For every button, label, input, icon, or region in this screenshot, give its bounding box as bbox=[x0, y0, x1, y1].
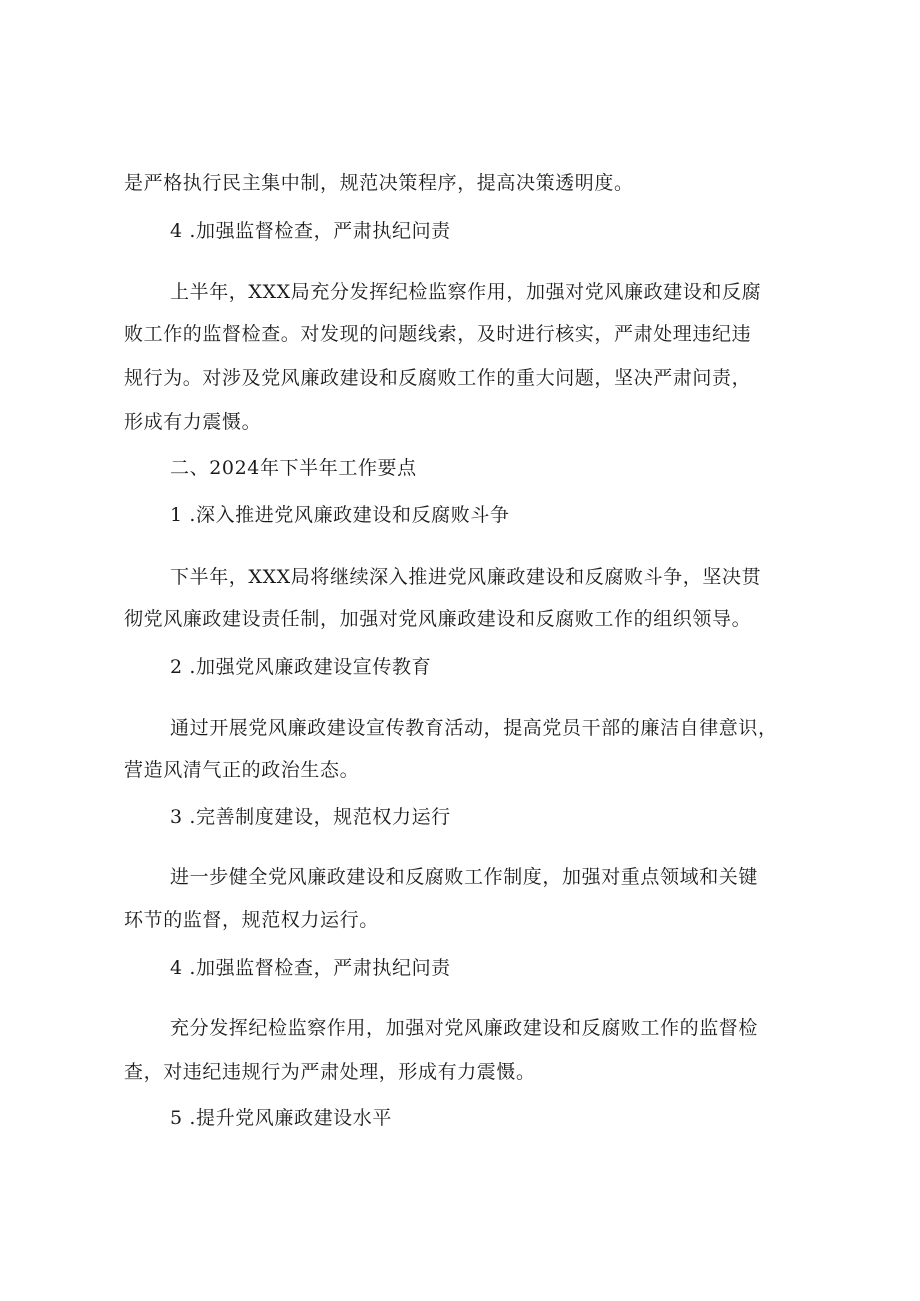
paragraph-line: 败工作的监督检查。对发现的问题线索，及时进行核实，严肃处理违纪违 bbox=[124, 323, 752, 345]
paragraph-line: 进一步健全党风廉政建设和反腐败工作制度，加强对重点领域和关键 bbox=[170, 866, 759, 888]
section-heading: 4 .加强监督检查，严肃执纪问责 bbox=[170, 220, 451, 242]
paragraph-line: 规行为。对涉及党风廉政建设和反腐败工作的重大问题，坚决严肃问责， bbox=[124, 367, 752, 389]
chapter-heading: 二、2024年下半年工作要点 bbox=[170, 457, 417, 479]
paragraph-line: 通过开展党风廉政建设宣传教育活动，提高党员干部的廉洁自律意识， bbox=[170, 717, 778, 739]
section-heading: 2 .加强党风廉政建设宣传教育 bbox=[170, 656, 432, 678]
paragraph-line: 下半年，XXX局将继续深入推进党风廉政建设和反腐败斗争，坚决贯 bbox=[170, 566, 762, 588]
paragraph-line: 环节的监督，规范权力运行。 bbox=[124, 909, 379, 931]
paragraph-line: 形成有力震慑。 bbox=[124, 411, 262, 433]
section-heading: 3 .完善制度建设，规范权力运行 bbox=[170, 806, 451, 828]
paragraph-line: 营造风清气正的政治生态。 bbox=[124, 759, 360, 781]
paragraph-line: 是严格执行民主集中制，规范决策程序，提高决策透明度。 bbox=[124, 172, 634, 194]
paragraph-line: 彻党风廉政建设责任制，加强对党风廉政建设和反腐败工作的组织领导。 bbox=[124, 608, 752, 630]
section-heading: 4 .加强监督检查，严肃执纪问责 bbox=[170, 957, 451, 979]
paragraph-line: 上半年，XXX局充分发挥纪检监察作用，加强对党风廉政建设和反腐 bbox=[170, 281, 762, 303]
paragraph-line: 查，对违纪违规行为严肃处理，形成有力震慑。 bbox=[124, 1061, 536, 1083]
section-heading: 1 .深入推进党风廉政建设和反腐败斗争 bbox=[170, 504, 510, 526]
section-heading: 5 .提升党风廉政建设水平 bbox=[170, 1107, 392, 1129]
paragraph-line: 充分发挥纪检监察作用，加强对党风廉政建设和反腐败工作的监督检 bbox=[170, 1017, 759, 1039]
